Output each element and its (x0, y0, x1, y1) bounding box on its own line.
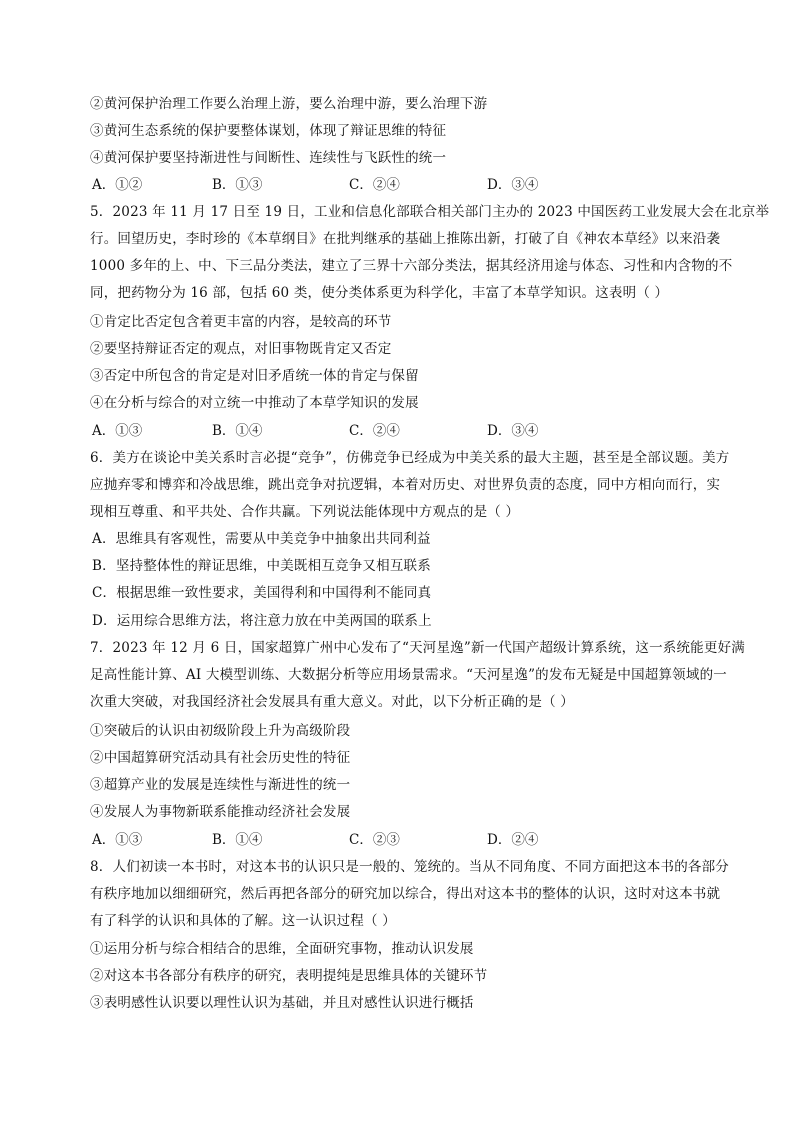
q8-statement-2: ②对这本书各部分有秩序的研究，表明提纯是思维具体的关键环节 (90, 968, 488, 984)
q6-option-a: A．思维具有客观性，需要从中美竞争中抽象出共同利益 (92, 531, 431, 547)
q6-option-b: B．坚持整体性的辩证思维，中美既相互竞争又相互联系 (92, 558, 431, 574)
q6-stem-line-3: 现相互尊重、和平共处、合作共赢。下列说法能体现中方观点的是（ ） (90, 504, 520, 520)
q5-option-a: A．①③ (92, 423, 143, 439)
q8-statement-3: ③表明感性认识要以理性认识为基础，并且对感性认识进行概括 (90, 995, 474, 1011)
q7-option-a: A．①③ (92, 832, 143, 848)
q7-option-d: D．②④ (487, 832, 539, 848)
q7-statement-1: ①突破后的认识由初级阶段上升为高级阶段 (90, 723, 351, 739)
q6-stem-line-2: 应抛弃零和博弈和冷战思维，跳出竞争对抗逻辑，本着对历史、对世界负责的态度，同中方相向而行，实 (90, 477, 721, 493)
q4-option-d: D．③④ (487, 177, 539, 193)
q8-stem-line-1: 8．人们初读一本书时，对这本书的认识只是一般的、笼统的。当从不同角度、不同方面把这本书的各部分 (90, 859, 729, 875)
q7-stem-line-2: 足高性能计算、AI 大模型训练、大数据分析等应用场景需求。“天河星逸”的发布无疑是中国超算领域的一 (90, 667, 727, 683)
q7-option-c: C．②③ (349, 832, 400, 848)
q4-options (90, 176, 730, 194)
q5-option-c: C．②④ (349, 423, 400, 439)
q7-stem-line-1: 7．2023 年 12 月 6 日，国家超算广州中心发布了“天河星逸”新一代国产超级计算系统，这一系统能更好满 (90, 640, 745, 656)
q7-statement-3: ③超算产业的发展是连续性与渐进性的统一 (90, 777, 351, 793)
q4-option-b: B．①③ (212, 177, 263, 193)
q7-stem-line-3: 次重大突破，对我国经济社会发展具有重大意义。对此，以下分析正确的是（ ） (90, 694, 574, 710)
q8-statement-1: ①运用分析与综合相结合的思维，全面研究事物，推动认识发展 (90, 941, 474, 957)
q7-statement-2: ②中国超算研究活动具有社会历史性的特征 (90, 750, 351, 766)
q7-option-b: B．①④ (212, 832, 263, 848)
q5-option-d: D．③④ (487, 423, 539, 439)
q4-option-c: C．②④ (349, 177, 400, 193)
q5-stem-line-2: 行。回望历史，李时珍的《本草纲目》在批判继承的基础上推陈出新，打破了自《神农本草经》以来沿袭 (90, 231, 721, 247)
q5-statement-2: ②要坚持辩证否定的观点，对旧事物既肯定又否定 (90, 341, 392, 357)
q8-stem-line-2: 有秩序地加以细细研究，然后再把各部分的研究加以综合，得出对这本书的整体的认识，这时对这本书就 (90, 886, 721, 902)
q6-option-c: C．根据思维一致性要求，美国得利和中国得利不能同真 (92, 585, 432, 601)
q4-statement-2: ②黄河保护治理工作要么治理上游，要么治理中游，要么治理下游 (90, 96, 488, 112)
q5-statement-3: ③否定中所包含的肯定是对旧矛盾统一体的肯定与保留 (90, 368, 419, 384)
q5-statement-1: ①肯定比否定包含着更丰富的内容，是较高的环节 (90, 314, 392, 330)
q5-stem-line-1: 5．2023 年 11 月 17 日至 19 日，工业和信息化部联合相关部门主办的 2023 中国医药工业发展大会在北京举 (90, 204, 770, 220)
q5-statement-4: ④在分析与综合的对立统一中推动了本草学知识的发展 (90, 395, 419, 411)
q5-stem-line-4: 同，把药物分为 16 部，包括 60 类，使分类体系更为科学化，丰富了本草学知识。这表明（ ） (90, 285, 669, 301)
q5-stem-line-3: 1000 多年的上、中、下三品分类法，建立了三界十六部分类法，据其经济用途与体态、习性和内含物的不 (90, 258, 733, 274)
q4-statement-3: ③黄河生态系统的保护要整体谋划，体现了辩证思维的特征 (90, 123, 447, 139)
q5-options (90, 422, 730, 440)
q4-option-a: A．①② (92, 177, 143, 193)
q7-options (90, 831, 730, 849)
q7-statement-4: ④发展人为事物新联系能推动经济社会发展 (90, 804, 351, 820)
q6-stem-line-1: 6．美方在谈论中美关系时言必提“竞争”，仿佛竞争已经成为中美关系的最大主题，甚至是全部议题。美方 (90, 450, 730, 466)
q8-stem-line-3: 有了科学的认识和具体的了解。这一认识过程（ ） (90, 913, 396, 929)
q4-statement-4: ④黄河保护要坚持渐进性与间断性、连续性与飞跃性的统一 (90, 150, 447, 166)
q6-option-d: D．运用综合思维方法，将注意力放在中美两国的联系上 (92, 613, 432, 629)
q5-option-b: B．①④ (212, 423, 263, 439)
